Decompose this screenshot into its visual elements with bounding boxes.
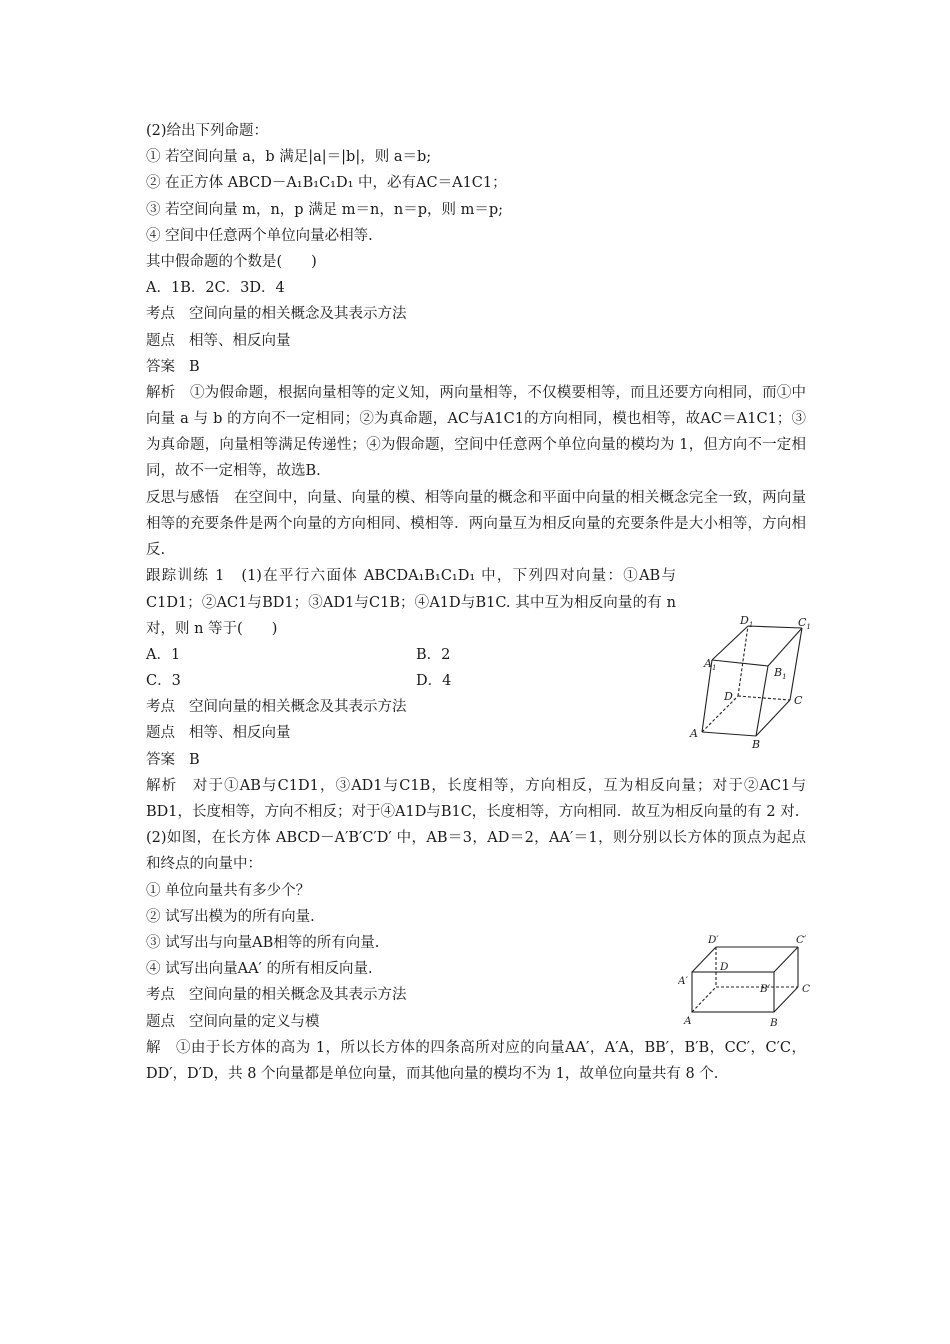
options: A．1B．2C．3D．4 [146, 280, 285, 297]
answer-text: B [189, 358, 200, 375]
proposition-4: ④ 空间中任意两个单位向量必相等. [146, 227, 373, 244]
label-a: A [684, 1015, 692, 1027]
kaodian-row [146, 301, 806, 327]
label-a1: $A_1$ [704, 657, 717, 672]
label-c-prime: C′ [796, 934, 807, 946]
label-d: D [720, 961, 729, 973]
question-2b: (2)如图，在长方体 ABCD－A′B′C′D′ 中，AB＝3，AD＝2，AA′＝1，则分别以长方体的顶点为起点和终点的向量中： [146, 830, 806, 873]
parallelepiped-figure [682, 610, 822, 750]
cuboid-figure [678, 930, 818, 1030]
question-2-stem: (2)给出下列命题： [146, 123, 269, 139]
option-c: C．3 [146, 673, 181, 690]
tidian-row [146, 328, 806, 354]
proposition-2: ② 在正方体 ABCD－A₁B₁C₁D₁ 中，必有AC＝A1C1； [146, 175, 507, 192]
label-b: B [752, 738, 761, 750]
exercise-options-row-1 [146, 642, 676, 668]
solution: 解 ①由于长方体的高为 1，所以长方体的四条高所对应的向量AA′，A′A，BB′，B′B，CC′，C′C，DD′，D′D，共 8 个向量都是单位向量，而其他向量的模均不为 1，故单位向量共有 8 个. [146, 1039, 806, 1082]
label-d: D [724, 690, 733, 703]
tidian-label: 题点 [146, 1013, 175, 1030]
proposition-3: ③ 若空间向量 m，n，p 满足 m＝n，n＝p，则 m＝p; [146, 201, 504, 218]
kaodian-text: 空间向量的相关概念及其表示方法 [189, 306, 407, 323]
tidian-text: 相等、相反向量 [189, 332, 291, 349]
label-d1: $D_1$ [740, 614, 754, 629]
label-c1: $C_1$ [798, 616, 811, 631]
label-c: C [794, 694, 803, 707]
kaodian-label: 考点 [146, 699, 175, 716]
sub-question-3: ③ 试写出与向量AB相等的所有向量. [146, 935, 380, 952]
analysis-2: 解析 对于①AB与C1D1，③AD1与C1B，长度相等，方向相反，互为相反向量；对于②AC1与BD1，长度相等，方向不相反；对于④A1D与B1C，长度相等，方向相同．故互为相反向量的有 2 对. [146, 777, 806, 821]
tidian-text: 空间向量的定义与模 [189, 1013, 320, 1030]
answer-label: 答案 [146, 358, 175, 375]
label-c: C [802, 983, 811, 995]
option-b: B．2 [416, 646, 451, 663]
tidian-label: 题点 [146, 332, 175, 349]
answer-text: B [189, 751, 200, 768]
tidian-label: 题点 [146, 725, 175, 742]
sub-question-1: ① 单位向量共有多少个？ [146, 882, 311, 899]
label-a-prime: A′ [678, 975, 688, 987]
option-d: D．4 [416, 673, 452, 690]
answer-row [146, 354, 806, 380]
sub-question-4: ④ 试写出向量AA′ 的所有相反向量. [146, 961, 373, 978]
option-a: A．1 [146, 646, 181, 663]
tidian-text: 相等、相反向量 [189, 725, 291, 742]
answer-row-2 [146, 747, 806, 773]
label-b-prime: B′ [760, 983, 771, 995]
label-a: A [690, 727, 698, 740]
kaodian-label: 考点 [146, 987, 175, 1004]
analysis: 解析 ①为假命题，根据向量相等的定义知，两向量相等，不仅模要相等，而且还要方向相同，而①中向量 a 与 b 的方向不一定相同；②为真命题，AC与A1C1的方向相同，模也相等，故AC＝A1C1；③为真命题，向量相等满足传递性；④为假命题，空间中任意两个单位向量的模均为 1，但方向不一定相同，故不一定相等，故选B. [146, 384, 806, 480]
label-d-prime: D′ [708, 934, 719, 946]
exercise-options-row-2 [146, 668, 676, 694]
label-b: B [770, 1017, 778, 1029]
label-b1: $B_1$ [774, 666, 787, 681]
answer-label: 答案 [146, 751, 175, 768]
proposition-1: ① 若空间向量 a，b 满足|a|＝|b|，则 a＝b; [146, 149, 432, 166]
kaodian-text: 空间向量的相关概念及其表示方法 [189, 699, 407, 716]
reflection: 反思与感悟 在空间中，向量、向量的模、相等向量的概念和平面中向量的相关概念完全一致，两向量相等的充要条件是两个向量的方向相同、模相等．两向量互为相反向量的充要条件是大小相等，方向相反. [146, 489, 806, 559]
exercise-1-question: 跟踪训练 1 (1)在平行六面体 ABCDA₁B₁C₁D₁ 中，下列四对向量：①AB与C1D1；②AC1与BD1；③AD1与C1B；④A1D与B1C. 其中互为相反向量的有 n 对，则 n 等于( ) [146, 568, 676, 637]
sub-question-2: ② 试写出模为的所有向量. [146, 908, 315, 925]
kaodian-text: 空间向量的相关概念及其表示方法 [189, 987, 407, 1004]
kaodian-label: 考点 [146, 306, 175, 323]
question-prompt: 其中假命题的个数是( ) [146, 253, 317, 270]
